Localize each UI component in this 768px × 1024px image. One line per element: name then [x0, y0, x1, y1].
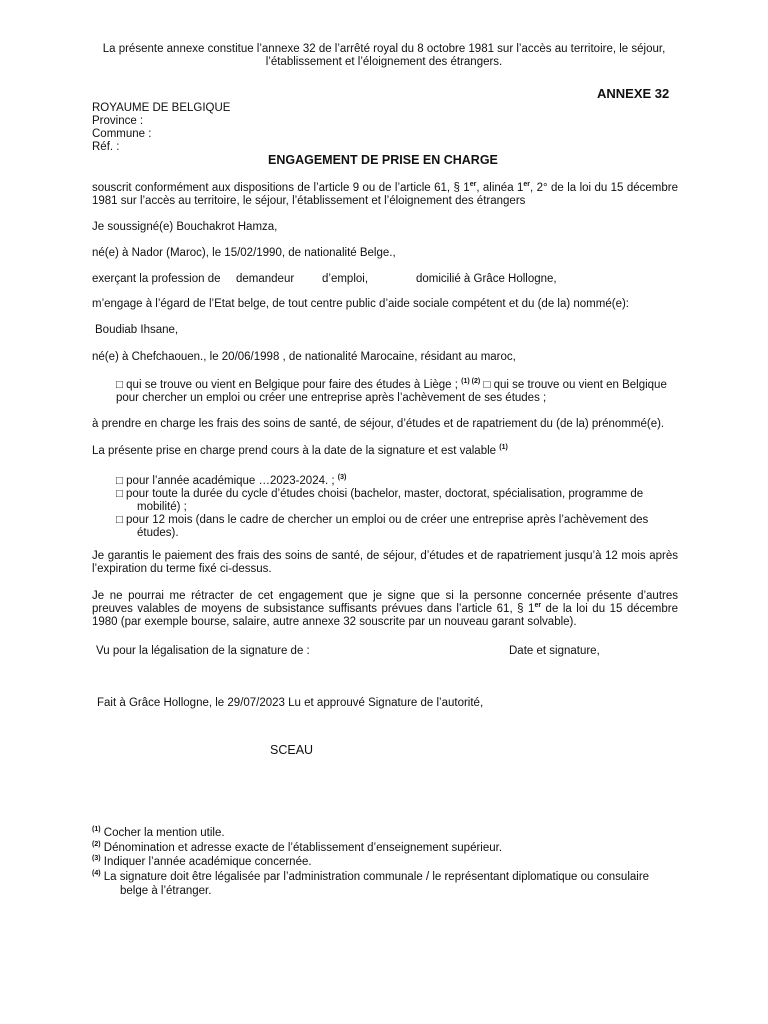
- beneficiary-birth: né(e) à Chefchaouen., le 20/06/1998 , de nationalité Marocaine, résidant au maroc,: [92, 351, 516, 363]
- retract-part-1: Je ne pourrai me rétracter de cet engagement que je signe que si la personne concernée présente d’autres preuves valables de moyens de subsistance suffisants prévues dans l’article 61, § 1: [92, 590, 678, 615]
- validity-sup: (1): [499, 444, 508, 451]
- guarantor-domicile: domicilié à Grâce Hollogne,: [416, 273, 557, 285]
- intro-part-3: , 2° de la loi du 15 décembre 1981 sur l’accès au territoire, le séjour, l’établissement et l’éloignement des étrangers: [92, 182, 678, 207]
- seal-label: SCEAU: [270, 743, 314, 757]
- footnote-4-continuation: belge à l’étranger.: [120, 885, 212, 897]
- guarantor-birth: né(e) à Nador (Maroc), le 15/02/1990, de nationalité Belge.,: [92, 247, 396, 259]
- intro-sup-1: er: [469, 181, 477, 188]
- validity-statement: [92, 445, 508, 458]
- validity-text: La présente prise en charge prend cours à la date de la signature et est valable: [92, 445, 497, 457]
- made-at-statement: Fait à Grâce Hollogne, le 29/07/2023 Lu et approuvé Signature de l’autorité,: [97, 697, 484, 709]
- footnote-1: [92, 827, 225, 840]
- province-label: Province :: [92, 115, 144, 127]
- footnote-1-text: Cocher la mention utile.: [103, 827, 225, 839]
- checkbox-academic-year[interactable]: □: [116, 475, 123, 487]
- footnote-2-text: Dénomination et adresse exacte de l’établissement d’enseignement supérieur.: [103, 842, 503, 854]
- checkbox-study[interactable]: □: [116, 379, 123, 391]
- option-study-label: qui se trouve ou vient en Belgique pour faire des études à Liège ;: [126, 379, 458, 391]
- period-twelve-months: [116, 514, 656, 540]
- intro-part-2: , alinéa 1: [476, 182, 524, 194]
- footnote-4-text: La signature doit être légalisée par l’administration communale / le représentant diplomatique ou consulaire: [103, 871, 650, 883]
- intro-part-1: souscrit conformément aux dispositions de l’article 9 ou de l’article 61, § 1: [92, 182, 470, 194]
- footnote-1-mark: (1): [92, 826, 101, 833]
- option-job-label: qui se trouve ou vient en Belgique pour chercher un emploi ou créer une entreprise après l’achèvement de ses études ;: [116, 379, 667, 404]
- profession-prefix: exerçant la profession de: [92, 273, 221, 285]
- costs-statement: à prendre en charge les frais des soins de santé, de séjour, d’études et de rapatriement du (de la) prénommé(e).: [92, 418, 665, 430]
- option-study-sup: (1) (2): [461, 378, 481, 385]
- annex-label: ANNEXE 32: [597, 86, 670, 101]
- footnote-3-mark: (3): [92, 855, 101, 862]
- retract-sup: er: [534, 602, 542, 609]
- footnote-3: [92, 856, 312, 869]
- footnote-4: [92, 871, 649, 884]
- engagement-statement: m’engage à l’égard de l’Etat belge, de tout centre public d’aide sociale compétent et du (de la) nommé(e):: [92, 298, 629, 310]
- beneficiary-name: Boudiab Ihsane,: [95, 324, 179, 336]
- academic-year-label: pour l’année académique …2023-2024. ;: [126, 475, 335, 487]
- retract-paragraph: [92, 590, 678, 629]
- academic-year-sup: (3): [337, 474, 347, 481]
- profession-word-2: d’emploi,: [322, 273, 369, 285]
- footnote-3-text: Indiquer l’année académique concernée.: [103, 856, 312, 868]
- profession-word-1: demandeur: [236, 273, 295, 285]
- checkbox-job[interactable]: □: [483, 379, 491, 391]
- document-title: ENGAGEMENT DE PRISE EN CHARGE: [268, 153, 498, 167]
- cycle-label: pour toute la durée du cycle d’études choisi (bachelor, master, doctorat, spécialisation, programme de mobilité) ;: [126, 488, 644, 513]
- guarantee-paragraph: Je garantis le paiement des frais des soins de santé, de séjour, d’études et de rapatriement jusqu’à 12 mois après l’expiration du terme fixé ci-dessus.: [92, 550, 678, 575]
- commune-label: Commune :: [92, 128, 152, 140]
- retract-part-2: de la loi du 15 décembre 1980 (par exemple bourse, salaire, autre annexe 32 souscrite par un nouveau garant solvable).: [92, 603, 679, 628]
- header-line-1: La présente annexe constitue l’annexe 32 de l’arrêté royal du 8 octobre 1981 sur l’accès au territoire, le séjour,: [102, 43, 666, 55]
- period-cycle: [116, 488, 652, 514]
- intro-paragraph: [92, 182, 678, 208]
- guarantor-name: Je soussigné(e) Bouchakrot Hamza,: [92, 221, 278, 233]
- checkbox-cycle[interactable]: □: [116, 488, 123, 500]
- checkbox-twelve-months[interactable]: □: [116, 514, 123, 526]
- date-signature-label: Date et signature,: [509, 645, 600, 657]
- legalisation-label: Vu pour la légalisation de la signature de :: [96, 645, 310, 657]
- header-line-2: l’établissement et l’éloignement des étrangers.: [265, 56, 503, 68]
- footnote-2-mark: (2): [92, 841, 101, 848]
- twelve-months-label: pour 12 mois (dans le cadre de chercher un emploi ou de créer une entreprise après l’achèvement des études).: [126, 514, 649, 539]
- period-academic-year: [116, 475, 346, 488]
- intro-sup-2: er: [523, 181, 531, 188]
- country-label: ROYAUME DE BELGIQUE: [92, 102, 231, 114]
- reference-label: Réf. :: [92, 141, 120, 153]
- footnote-2: [92, 842, 502, 855]
- purpose-options: [116, 379, 676, 405]
- footnote-4-mark: (4): [92, 870, 101, 877]
